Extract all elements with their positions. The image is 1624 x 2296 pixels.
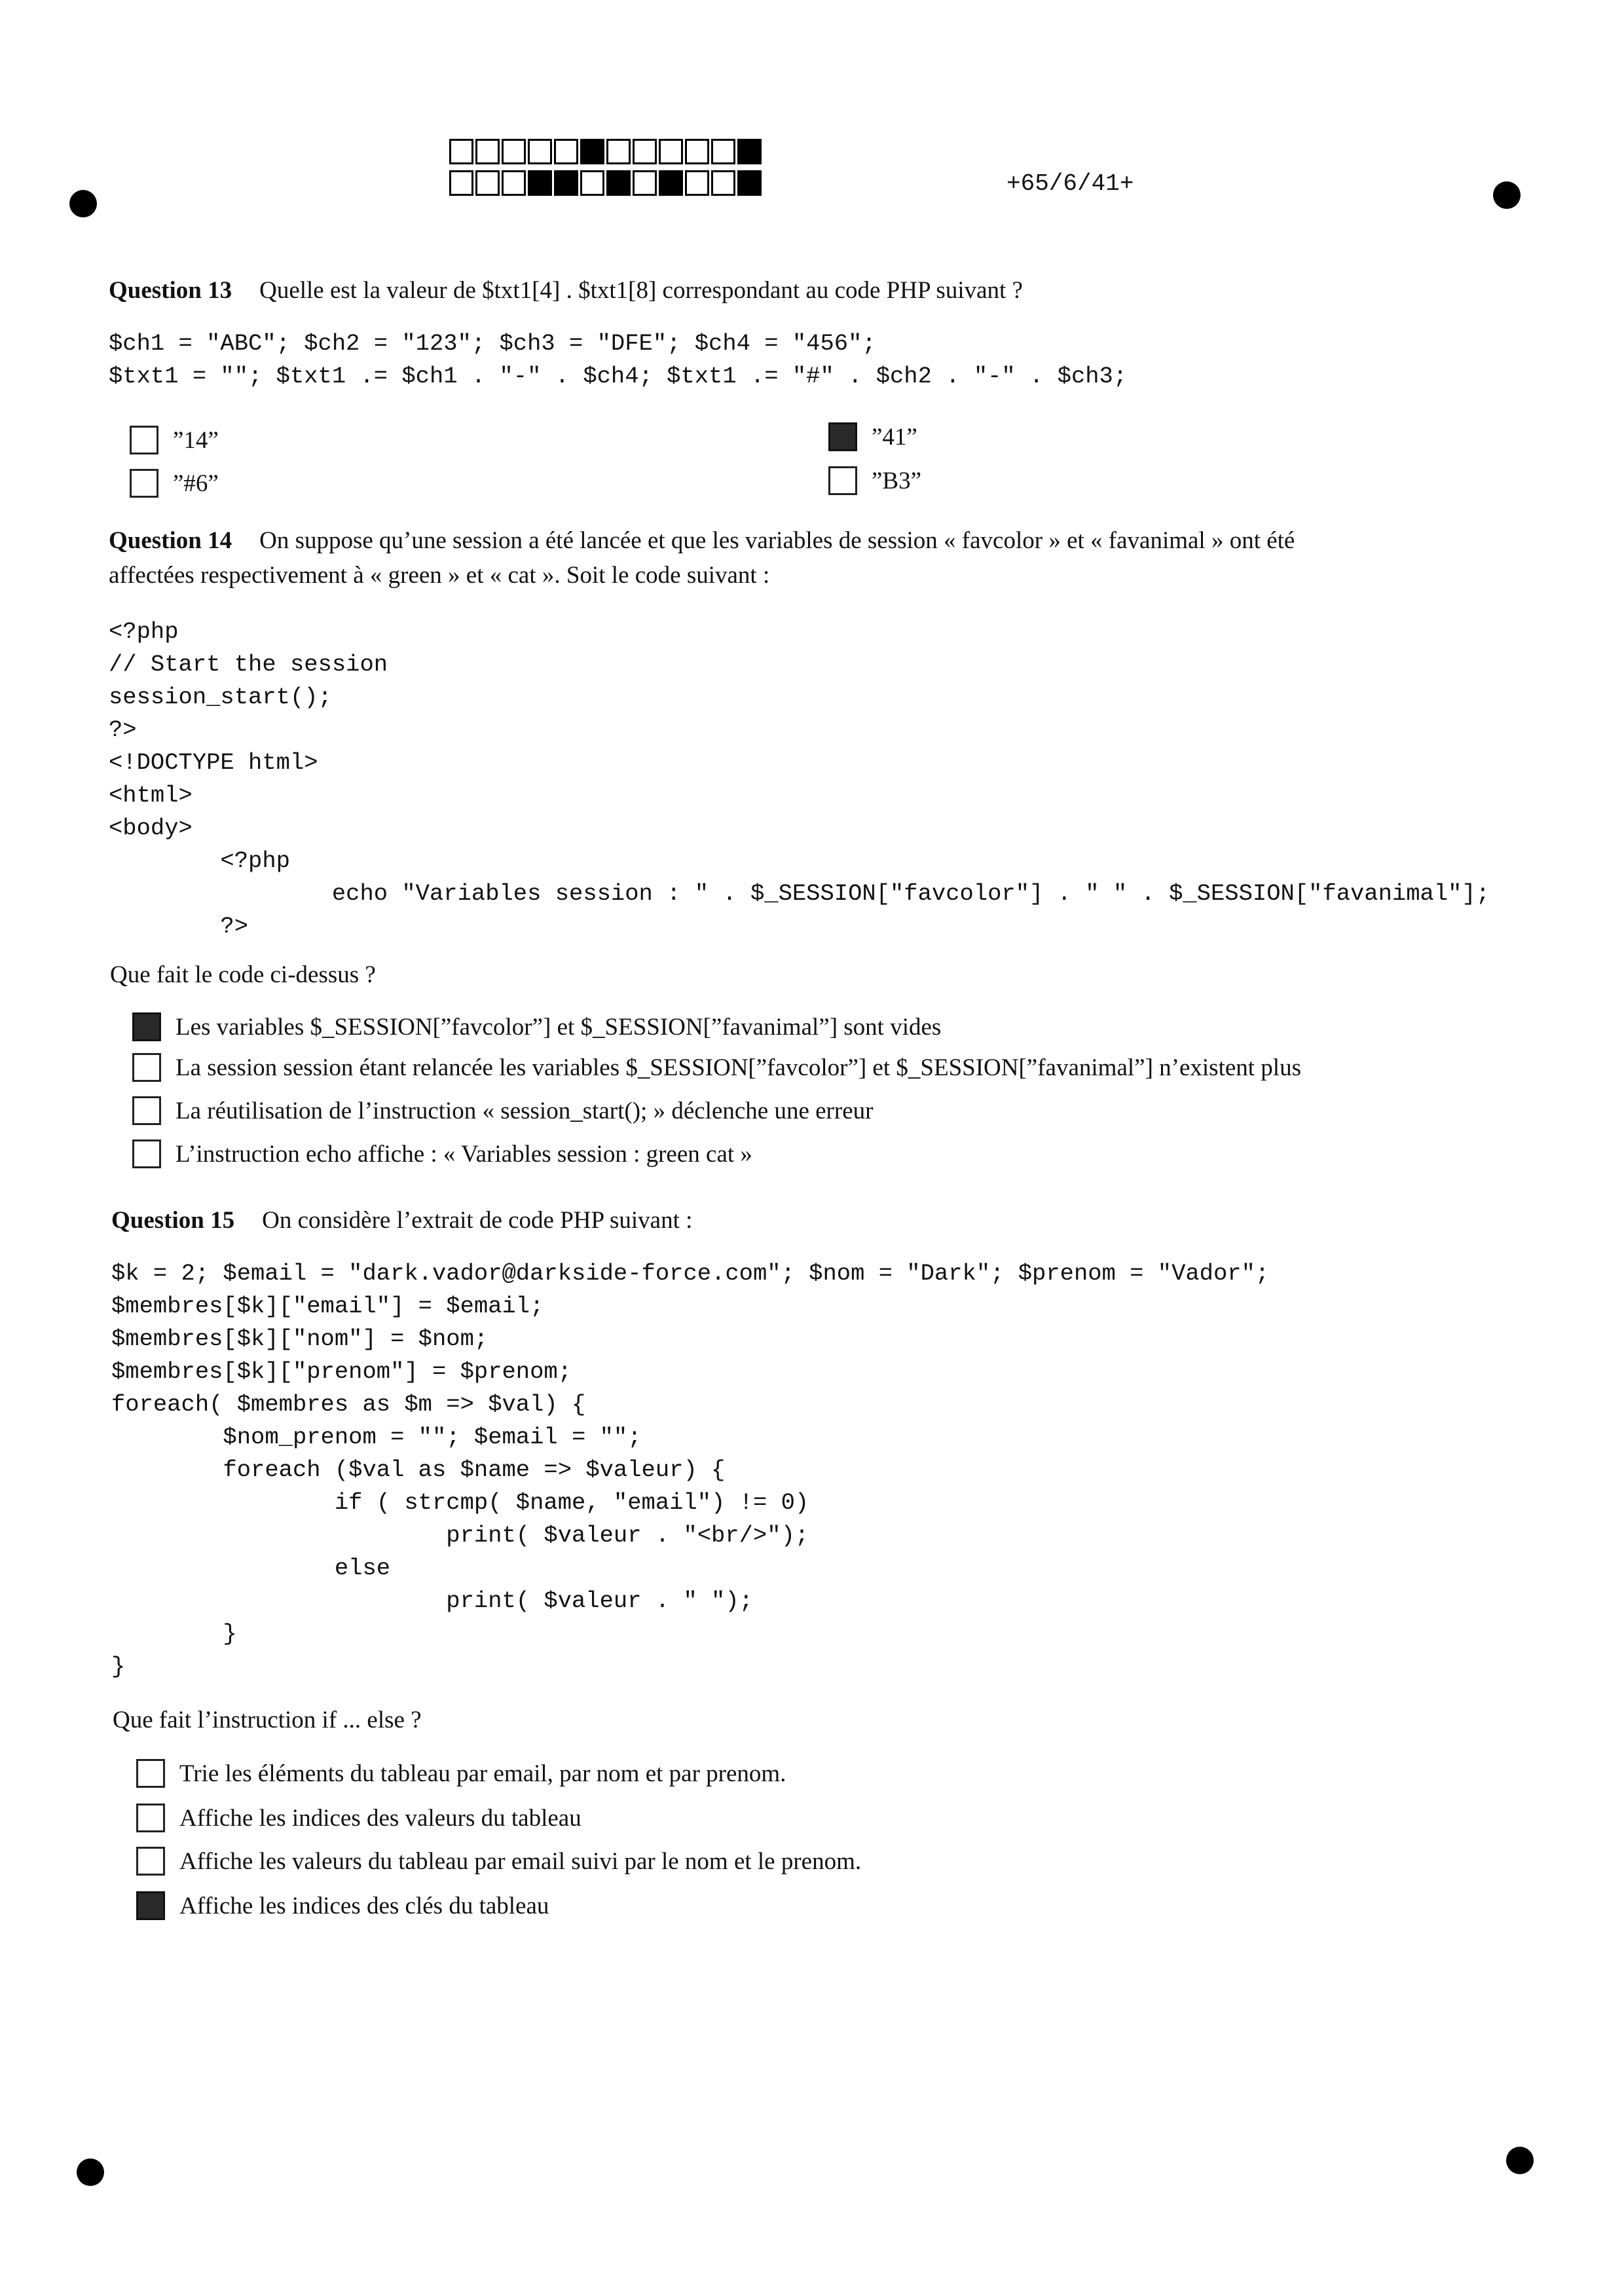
checkbox[interactable] bbox=[828, 422, 857, 451]
page-id: +65/6/41+ bbox=[1006, 170, 1134, 197]
option-label: ”#6” bbox=[173, 470, 219, 497]
option-label: ”14” bbox=[173, 426, 219, 454]
code-line: else bbox=[111, 1555, 391, 1582]
question-13-text: Quelle est la valeur de $txt1[4] . $txt1[8] correspondant au code PHP suivant ? bbox=[259, 277, 1023, 304]
code-line: <body> bbox=[109, 815, 193, 842]
checkbox[interactable] bbox=[132, 1012, 161, 1041]
q14-option-2[interactable] bbox=[132, 1053, 1301, 1082]
question-15-title bbox=[111, 1204, 692, 1238]
option-label: Affiche les indices des clés du tableau bbox=[179, 1892, 549, 1919]
q14-option-4[interactable] bbox=[132, 1139, 752, 1168]
barcode-cell bbox=[449, 139, 473, 164]
q15-option-1[interactable] bbox=[136, 1759, 786, 1788]
question-15-prompt: Que fait l’instruction if ... else ? bbox=[113, 1707, 422, 1733]
code-line: $membres[$k]["nom"] = $nom; bbox=[111, 1325, 489, 1352]
code-line: <html> bbox=[109, 782, 193, 809]
code-line: $membres[$k]["prenom"] = $prenom; bbox=[111, 1358, 572, 1385]
q13-option-2[interactable] bbox=[828, 422, 917, 451]
option-label: Affiche les indices des valeurs du tableau bbox=[179, 1804, 581, 1832]
barcode-cell bbox=[606, 139, 631, 164]
checkbox[interactable] bbox=[132, 1096, 161, 1125]
barcode-cell bbox=[528, 170, 552, 196]
barcode-cell bbox=[711, 139, 735, 164]
q15-option-2[interactable] bbox=[136, 1804, 581, 1832]
barcode-cell bbox=[502, 139, 526, 164]
code-line: $txt1 = ""; $txt1 .= $ch1 . "-" . $ch4; $txt1 .= "#" . $ch2 . "-" . $ch3; bbox=[109, 363, 1128, 390]
option-label: ”B3” bbox=[872, 467, 922, 494]
question-13-title bbox=[109, 274, 1023, 308]
barcode-cell bbox=[502, 170, 526, 196]
barcode-row-2 bbox=[449, 170, 764, 196]
code-line: $nom_prenom = ""; $email = ""; bbox=[111, 1424, 642, 1451]
q13-option-1[interactable] bbox=[130, 426, 219, 454]
barcode-cell bbox=[475, 170, 500, 196]
question-15-code bbox=[111, 1257, 1269, 1683]
registration-mark-top-right bbox=[1493, 181, 1521, 209]
question-14-code bbox=[109, 616, 1490, 943]
checkbox[interactable] bbox=[132, 1053, 161, 1082]
checkbox[interactable] bbox=[828, 466, 857, 495]
code-line: $ch1 = "ABC"; $ch2 = "123"; $ch3 = "DFE"; $ch4 = "456"; bbox=[109, 330, 876, 357]
code-line: // Start the session bbox=[109, 651, 388, 678]
q15-option-4[interactable] bbox=[136, 1891, 549, 1920]
barcode-cell bbox=[580, 139, 604, 164]
code-line: ?> bbox=[109, 716, 137, 743]
barcode-cell bbox=[554, 139, 578, 164]
q15-option-3[interactable] bbox=[136, 1847, 861, 1876]
registration-mark-bottom-left bbox=[77, 2158, 104, 2186]
question-14-text-line-2: affectées respectivement à « green » et « cat ». Soit le code suivant : bbox=[109, 562, 770, 589]
registration-mark-top-left bbox=[69, 190, 97, 217]
registration-mark-bottom-right bbox=[1506, 2147, 1534, 2174]
code-line: <!DOCTYPE html> bbox=[109, 749, 318, 776]
question-13-code bbox=[109, 327, 1127, 393]
code-line: <?php bbox=[109, 618, 179, 645]
q13-option-3[interactable] bbox=[130, 469, 219, 498]
question-14-text-line-1: On suppose qu’une session a été lancée et que les variables de session « favcolor » et « favanimal » ont été bbox=[259, 527, 1295, 554]
option-label: L’instruction echo affiche : « Variables session : green cat » bbox=[175, 1140, 752, 1168]
option-label: ”41” bbox=[872, 423, 917, 451]
code-line: session_start(); bbox=[109, 684, 332, 711]
barcode-cell bbox=[528, 139, 552, 164]
q14-option-1[interactable] bbox=[132, 1012, 941, 1041]
option-label: La réutilisation de l’instruction « session_start(); » déclenche une erreur bbox=[175, 1097, 874, 1124]
question-13-label: Question 13 bbox=[109, 277, 232, 304]
checkbox[interactable] bbox=[136, 1804, 165, 1832]
barcode-cell bbox=[659, 139, 683, 164]
option-label: La session session étant relancée les variables $_SESSION[”favcolor”] et $_SESSION[”favanimal”] n’existent plus bbox=[175, 1054, 1301, 1081]
code-line: print( $valeur . "<br/>"); bbox=[111, 1522, 809, 1549]
checkbox[interactable] bbox=[136, 1847, 165, 1876]
question-14-title bbox=[109, 524, 1295, 558]
code-line: foreach( $membres as $m => $val) { bbox=[111, 1391, 586, 1418]
code-line: $membres[$k]["email"] = $email; bbox=[111, 1293, 544, 1320]
barcode-cell bbox=[475, 139, 500, 164]
checkbox[interactable] bbox=[130, 469, 158, 498]
barcode-cell bbox=[711, 170, 735, 196]
code-line: $k = 2; $email = "dark.vador@darkside-force.com"; $nom = "Dark"; $prenom = "Vador"; bbox=[111, 1260, 1270, 1287]
code-line: foreach ($val as $name => $valeur) { bbox=[111, 1456, 726, 1483]
option-label: Affiche les valeurs du tableau par email suivi par le nom et le prenom. bbox=[179, 1847, 862, 1875]
barcode-cell bbox=[633, 170, 657, 196]
barcode-cell bbox=[580, 170, 604, 196]
barcode-cell bbox=[685, 139, 709, 164]
question-15-label: Question 15 bbox=[111, 1207, 235, 1234]
barcode-row-1 bbox=[449, 139, 764, 164]
barcode-cell bbox=[554, 170, 578, 196]
question-14-prompt: Que fait le code ci-dessus ? bbox=[110, 961, 376, 988]
question-15-text: On considère l’extrait de code PHP suivant : bbox=[262, 1207, 693, 1234]
checkbox[interactable] bbox=[130, 426, 158, 454]
checkbox[interactable] bbox=[136, 1891, 165, 1920]
q13-option-4[interactable] bbox=[828, 466, 921, 495]
barcode-cell bbox=[633, 139, 657, 164]
barcode-cell bbox=[606, 170, 631, 196]
code-line: } bbox=[111, 1653, 126, 1680]
barcode-cell bbox=[737, 170, 762, 196]
barcode-cell bbox=[659, 170, 683, 196]
checkbox[interactable] bbox=[132, 1139, 161, 1168]
code-line: <?php bbox=[109, 847, 290, 874]
checkbox[interactable] bbox=[136, 1759, 165, 1788]
option-label: Les variables $_SESSION[”favcolor”] et $_SESSION[”favanimal”] sont vides bbox=[175, 1013, 942, 1041]
code-line: if ( strcmp( $name, "email") != 0) bbox=[111, 1489, 809, 1516]
code-line: echo "Variables session : " . $_SESSION["favcolor"] . " " . $_SESSION["favanimal"]; bbox=[109, 880, 1490, 907]
option-label: Trie les éléments du tableau par email, par nom et par prenom. bbox=[179, 1760, 786, 1787]
code-line: } bbox=[111, 1620, 237, 1647]
q14-option-3[interactable] bbox=[132, 1096, 873, 1125]
barcode-cell bbox=[449, 170, 473, 196]
code-line: print( $valeur . " "); bbox=[111, 1587, 753, 1614]
barcode-cell bbox=[685, 170, 709, 196]
barcode-cell bbox=[737, 139, 762, 164]
code-line: ?> bbox=[109, 913, 249, 940]
question-14-label: Question 14 bbox=[109, 527, 232, 554]
